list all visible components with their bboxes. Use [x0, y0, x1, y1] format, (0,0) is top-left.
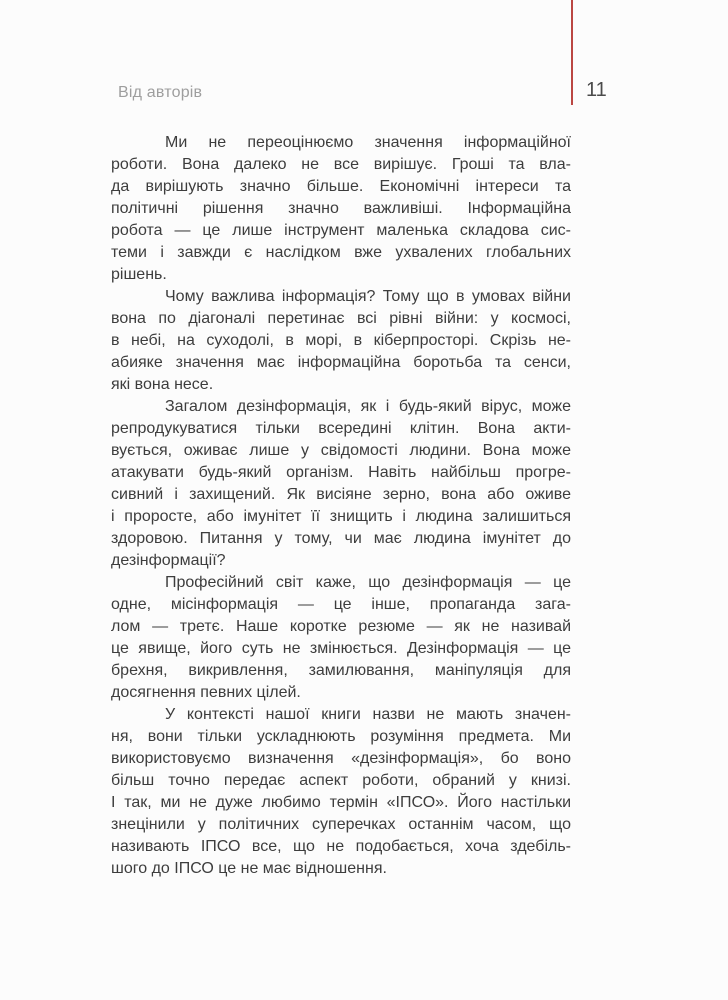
running-header-title: Від авторів: [118, 84, 203, 101]
text-line: абияке значення має інформаційна боротьба та сенси,: [111, 354, 571, 371]
text-line: теми і завжди є наслідком вже ухвалених глобальних: [111, 244, 571, 261]
text-line: досягнення певних цілей.: [111, 684, 301, 701]
paragraph: [111, 132, 571, 286]
text-line: лом — третє. Наше коротке резюме — як не називай: [111, 618, 571, 635]
text-line: більш точно передає аспект роботи, обраний у книзі.: [111, 772, 571, 789]
paragraph: [111, 572, 571, 704]
text-line: Ми не переоцінюємо значення інформаційної: [165, 134, 571, 151]
paragraph: [111, 396, 571, 572]
text-line: знецінили у політичних суперечках останнім часом, що: [111, 816, 571, 833]
text-line: І так, ми не дуже любимо термін «ІПСО». Його настільки: [111, 794, 571, 811]
text-line: одне, місінформація — це інше, пропаганда зага-: [111, 596, 571, 613]
text-line: в небі, на суходолі, в морі, в кіберпросторі. Скрізь не-: [111, 332, 571, 349]
text-line: політичні рішення значно важливіші. Інформаційна: [111, 200, 571, 217]
paragraph: [111, 286, 571, 396]
text-line: вується, оживає лише у свідомості людини. Вона може: [111, 442, 571, 459]
text-line: ня, вони тільки ускладнюють розуміння предмета. Ми: [111, 728, 571, 745]
text-line: У контексті нашої книги назви не мають значен-: [165, 706, 571, 723]
text-line: репродукуватися тільки всередині клітин. Вона акти-: [111, 420, 571, 437]
page-body: [111, 132, 571, 880]
text-line: Чому важлива інформація? Тому що в умовах війни: [165, 288, 571, 305]
text-line: сивний і захищений. Як висіяне зерно, вона або оживе: [111, 486, 571, 503]
text-line: рішень.: [111, 266, 167, 283]
text-line: да вирішують значно більше. Економічні інтереси та: [111, 178, 571, 195]
text-line: і проросте, або імунітет її знищить і людина залишиться: [111, 508, 571, 525]
text-line: використовуємо визначення «дезінформація», бо воно: [111, 750, 571, 767]
page-number: 11: [586, 79, 607, 101]
text-line: шого до ІПСО це не має відношення.: [111, 860, 387, 877]
text-line: Загалом дезінформація, як і будь-який вірус, може: [165, 398, 571, 415]
text-line: здоровою. Питання у тому, чи має людина імунітет до: [111, 530, 571, 547]
text-line: це явище, його суть не змінюється. Дезінформація — це: [111, 640, 571, 657]
text-line: робота — це лише інструмент маленька складова сис-: [111, 222, 571, 239]
text-line: дезінформації?: [111, 552, 226, 569]
text-line: брехня, викривлення, замилювання, маніпуляція для: [111, 662, 571, 679]
text-line: роботи. Вона далеко не все вирішує. Гроші та вла-: [111, 156, 571, 173]
text-line: які вона несе.: [111, 376, 214, 393]
paragraph: [111, 704, 571, 880]
text-line: атакувати будь-який організм. Навіть найбільш прогре-: [111, 464, 571, 481]
chapter-accent-line: [571, 0, 573, 105]
text-line: називають ІПСО все, що не подобається, хоча здебіль-: [111, 838, 571, 855]
text-line: Професійний світ каже, що дезінформація — це: [165, 574, 571, 591]
text-line: вона по діагоналі перетинає всі рівні війни: у космосі,: [111, 310, 571, 327]
